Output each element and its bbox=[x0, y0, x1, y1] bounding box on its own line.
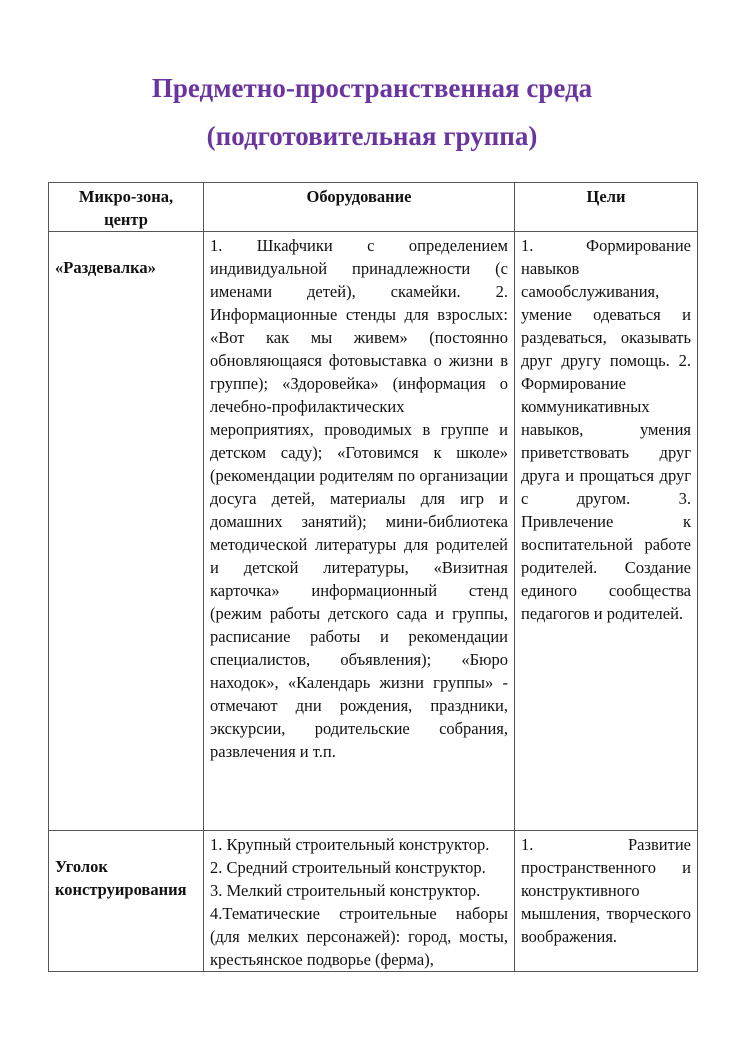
page-title: Предметно-пространственная среда bbox=[151, 73, 593, 103]
header-zone: Микро-зона, центр bbox=[49, 183, 204, 232]
goals-cell: 1. Формирование навыков самообслуживания, умение одеваться и раздеваться, оказывать друг другу помощь. 2. Формирование коммуникативных навыков, умения приветствовать друг друга и прощаться друг с другом. 3. Привлечение к воспитательной работе родителей. Создание единого сообщества педагогов и родителей. bbox=[515, 232, 698, 831]
list-item: 1. Крупный строительный конструктор. bbox=[210, 835, 490, 854]
zone-cell bbox=[49, 831, 204, 972]
zone-label: Уголок конструирования bbox=[55, 857, 187, 899]
table-row bbox=[49, 232, 698, 831]
equipment-cell bbox=[204, 831, 515, 972]
zone-cell bbox=[49, 232, 204, 831]
list-item: 4.Тематические строительные наборы (для мелких персонажей): город, мосты, крестьянское подворье (ферма), bbox=[210, 904, 508, 969]
header-goals: Цели bbox=[515, 183, 698, 232]
goals-cell: 1. Развитие пространственного и конструктивного мышления, творческого воображения. bbox=[515, 831, 698, 972]
environment-table bbox=[48, 182, 698, 972]
zone-label: «Раздевалка» bbox=[55, 258, 156, 277]
header-equipment: Оборудование bbox=[204, 183, 515, 232]
list-item: 3. Мелкий строительный конструктор. bbox=[210, 881, 481, 900]
page-subtitle: (подготовительная группа) bbox=[206, 121, 538, 151]
equipment-cell: 1. Шкафчики с определением индивидуальной принадлежности (с именами детей), скамейки. 2. Информационные стенды для взрослых: «Вот как мы живем» (постоянно обновляющаяся фотовыставка о жизни в группе); «Здоровейка» (информация о лечебно-профилактических мероприятиях, проводимых в группе и детском саду); «Готовимся к школе» (рекомендации родителям по организации досуга детей, материалы для игр и домашних занятий); мини-библиотека методической литературы для родителей и детской литературы, «Визитная карточка» информационный стенд (режим работы детского сада и группы, расписание работы и рекомендации специалистов, объявления); «Бюро находок», «Календарь жизни группы» - отмечают дни рождения, праздники, экскурсии, родительские собрания, развлечения и т.п. bbox=[204, 232, 515, 831]
table-header-row bbox=[49, 183, 698, 232]
table-row bbox=[49, 831, 698, 972]
list-item: 2. Средний строительный конструктор. bbox=[210, 858, 486, 877]
